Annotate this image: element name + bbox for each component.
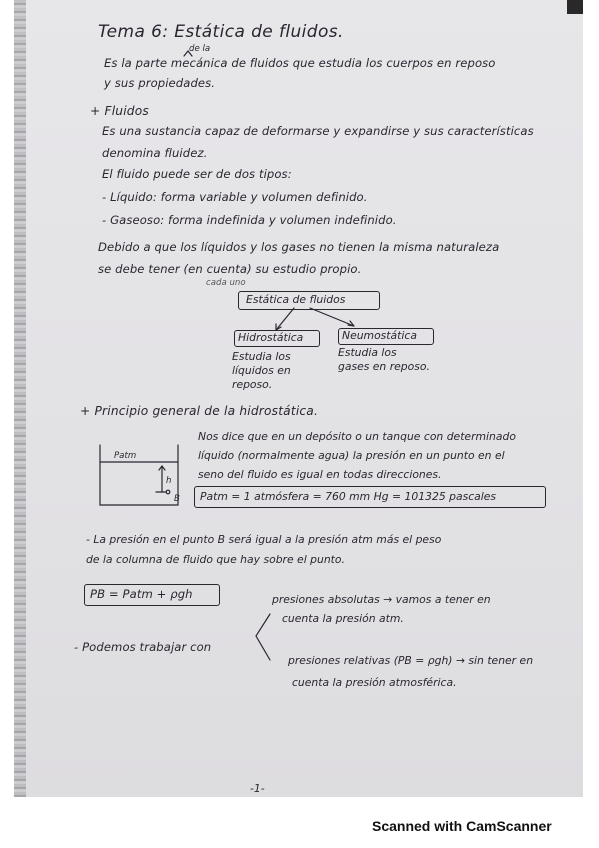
camscanner-footer: Scanned with CamScanner <box>372 818 552 834</box>
diagram-left-desc-2: líquidos en <box>232 364 291 377</box>
option-2-line-2: cuenta la presión atmosférica. <box>292 676 457 689</box>
option-2-line-1: presiones relativas (PB = ρgh) → sin tener en <box>288 654 534 667</box>
tank-point-b <box>166 490 170 494</box>
trabajar-lead: - Podemos trabajar con <box>74 640 212 654</box>
fluidos-note-line-1: Debido a que los líquidos y los gases no tienen la misma naturaleza <box>98 240 500 254</box>
fluidos-line-3: El fluido puede ser de dos tipos: <box>102 167 292 181</box>
notebook-page <box>14 0 583 797</box>
diagram-right-desc-2: gases en reposo. <box>338 360 430 373</box>
small-note-cada-uno: cada uno <box>206 278 246 288</box>
principio-line-1: Nos dice que en un depósito o un tanque con determinado <box>198 430 516 443</box>
diagram-left-desc-1: Estudia los <box>232 350 291 363</box>
fluidos-note-line-2: se debe tener (en cuenta) su estudio propio. <box>98 262 362 276</box>
fluidos-line-4: - Líquido: forma variable y volumen definido. <box>102 190 368 204</box>
pressure-line-2: de la columna de fluido que hay sobre el punto. <box>86 553 345 566</box>
patm-formula: Patm = 1 atmósfera = 760 mm Hg = 101325 pascales <box>200 490 497 503</box>
hand-drawn-strokes <box>14 0 583 797</box>
diagram-left-desc-3: reposo. <box>232 378 273 391</box>
diagram-right-desc-1: Estudia los <box>338 346 397 359</box>
options-bracket <box>256 614 270 660</box>
fluidos-line-1: Es una sustancia capaz de deformarse y expandirse y sus características <box>102 124 534 138</box>
diagram-arrow-left <box>276 308 294 330</box>
tank-b-label: B <box>174 494 180 504</box>
tank-outline <box>100 445 178 505</box>
intro-insert-note: de la <box>189 44 211 54</box>
principio-line-3: seno del fluido es igual en todas direcciones. <box>198 468 442 481</box>
pressure-line-1: - La presión en el punto B será igual a la presión atm más el peso <box>86 533 442 546</box>
tank-patm-label: Patm <box>114 451 137 461</box>
page-title: Tema 6: Estática de fluidos. <box>98 22 344 42</box>
option-1-line-1: presiones absolutas → vamos a tener en <box>272 593 491 606</box>
insert-caret-mark <box>184 51 192 56</box>
fluidos-line-2: denomina fluidez. <box>102 146 208 160</box>
page-number: -1- <box>250 782 265 795</box>
diagram-right-label: Neumostática <box>342 329 417 342</box>
principio-line-2: líquido (normalmente agua) la presión en un punto en el <box>198 449 505 462</box>
diagram-root-label: Estática de fluidos <box>246 293 346 306</box>
intro-line-1: Es la parte mecánica de fluidos que estudia los cuerpos en reposo <box>104 56 496 70</box>
fluidos-line-5: - Gaseoso: forma indefinida y volumen indefinido. <box>102 213 397 227</box>
heading-fluidos: + Fluidos <box>90 104 149 118</box>
tank-h-label: h <box>166 476 172 486</box>
intro-line-2: y sus propiedades. <box>104 76 216 90</box>
option-1-line-2: cuenta la presión atm. <box>282 612 404 625</box>
diagram-arrow-right <box>310 308 354 326</box>
pb-formula: PB = Patm + ρgh <box>90 587 193 601</box>
heading-principio: + Principio general de la hidrostática. <box>80 404 319 418</box>
diagram-left-label: Hidrostática <box>238 331 304 344</box>
